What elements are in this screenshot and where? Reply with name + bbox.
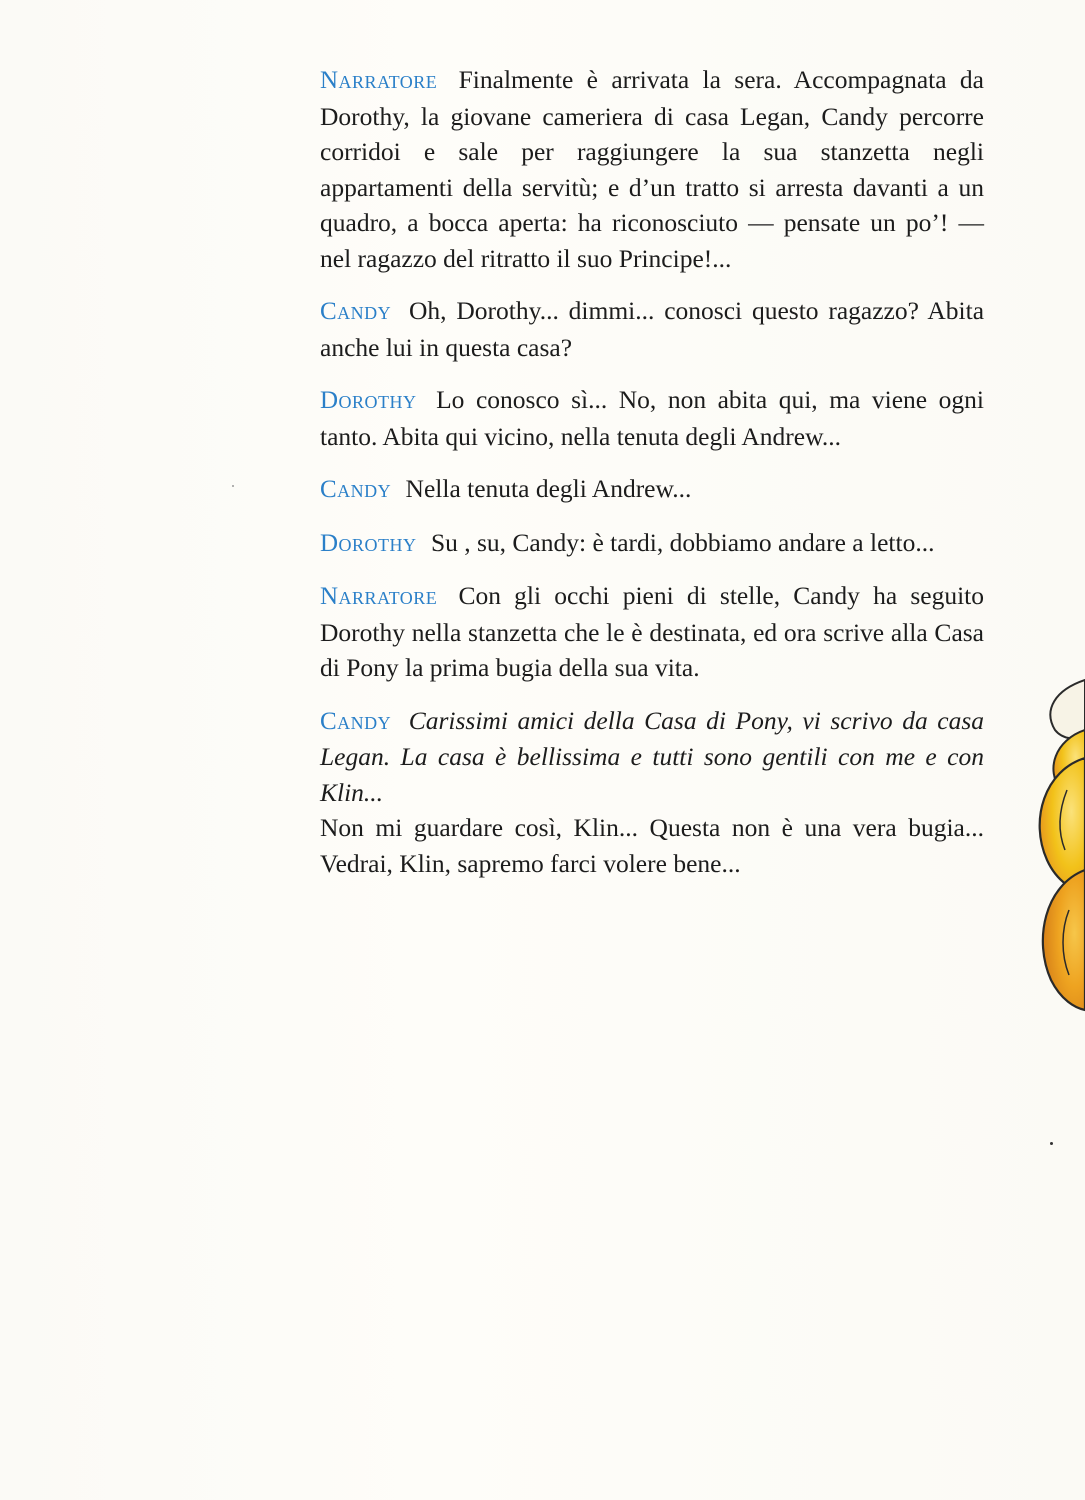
- paragraph-text: Oh, Dorothy... dimmi... conosci questo ragazzo? Abita anche lui in questa casa?: [320, 296, 985, 362]
- text-column: [320, 62, 984, 898]
- paragraph-text: Non mi guardare così, Klin... Questa non è una vera bugia... Vedrai, Klin, sapremo farci volere bene...: [320, 813, 984, 878]
- paragraph-narratore-1: [320, 62, 984, 276]
- letter-text: Carissimi amici della Casa di Pony, vi scrivo da casa Legan. La casa è bellissima e tutti sono gentili con me e con Klin...: [320, 705, 985, 807]
- cartoon-illustration-fragment: [1015, 670, 1085, 1030]
- paragraph-text: Lo conosco sì... No, non abita qui, ma viene ogni tanto. Abita qui vicino, nella tenuta degli Andrew...: [320, 385, 984, 451]
- paragraph-text: Con gli occhi pieni di stelle, Candy ha seguito Dorothy nella stanzetta che le è destinata, ed ora scrive alla Casa di Pony la prima bugia della sua vita.: [320, 581, 985, 682]
- paragraph-dorothy-2: [320, 525, 984, 562]
- speaker-label: Dorothy: [320, 387, 417, 414]
- speaker-label: Dorothy: [320, 529, 417, 557]
- speaker-label: Candy: [320, 707, 392, 735]
- illustration-drawing: [1015, 670, 1085, 1030]
- paragraph-candy-letter: [320, 703, 984, 882]
- paragraph-dorothy-1: [320, 382, 984, 454]
- paper-speck: [232, 485, 234, 487]
- speaker-label: Candy: [320, 298, 392, 325]
- paragraph-text: Su , su, Candy: è tardi, dobbiamo andare a letto...: [430, 527, 935, 557]
- speaker-label: Narratore: [320, 67, 438, 94]
- paper-speck: [1050, 1142, 1053, 1145]
- paragraph-text: Nella tenuta degli Andrew...: [405, 474, 692, 503]
- paragraph-candy-2: [320, 471, 984, 508]
- paragraph-text: Finalmente è arrivata la sera. Accompagnata da Dorothy, la giovane cameriera di casa Legan, Candy percorre corridoi e sale per raggiungere la sua stanzetta negli appartamenti della servitù; e d’un tratto si arresta davanti a un quadro, a bocca aperta: ha riconosciuto — pensate un po’! — nel ragazzo del ritratto il suo Principe!...: [320, 65, 985, 273]
- paragraph-narratore-2: [320, 578, 984, 686]
- paragraph-candy-1: [320, 293, 984, 365]
- speaker-label: Candy: [320, 476, 392, 503]
- speaker-label: Narratore: [320, 583, 438, 610]
